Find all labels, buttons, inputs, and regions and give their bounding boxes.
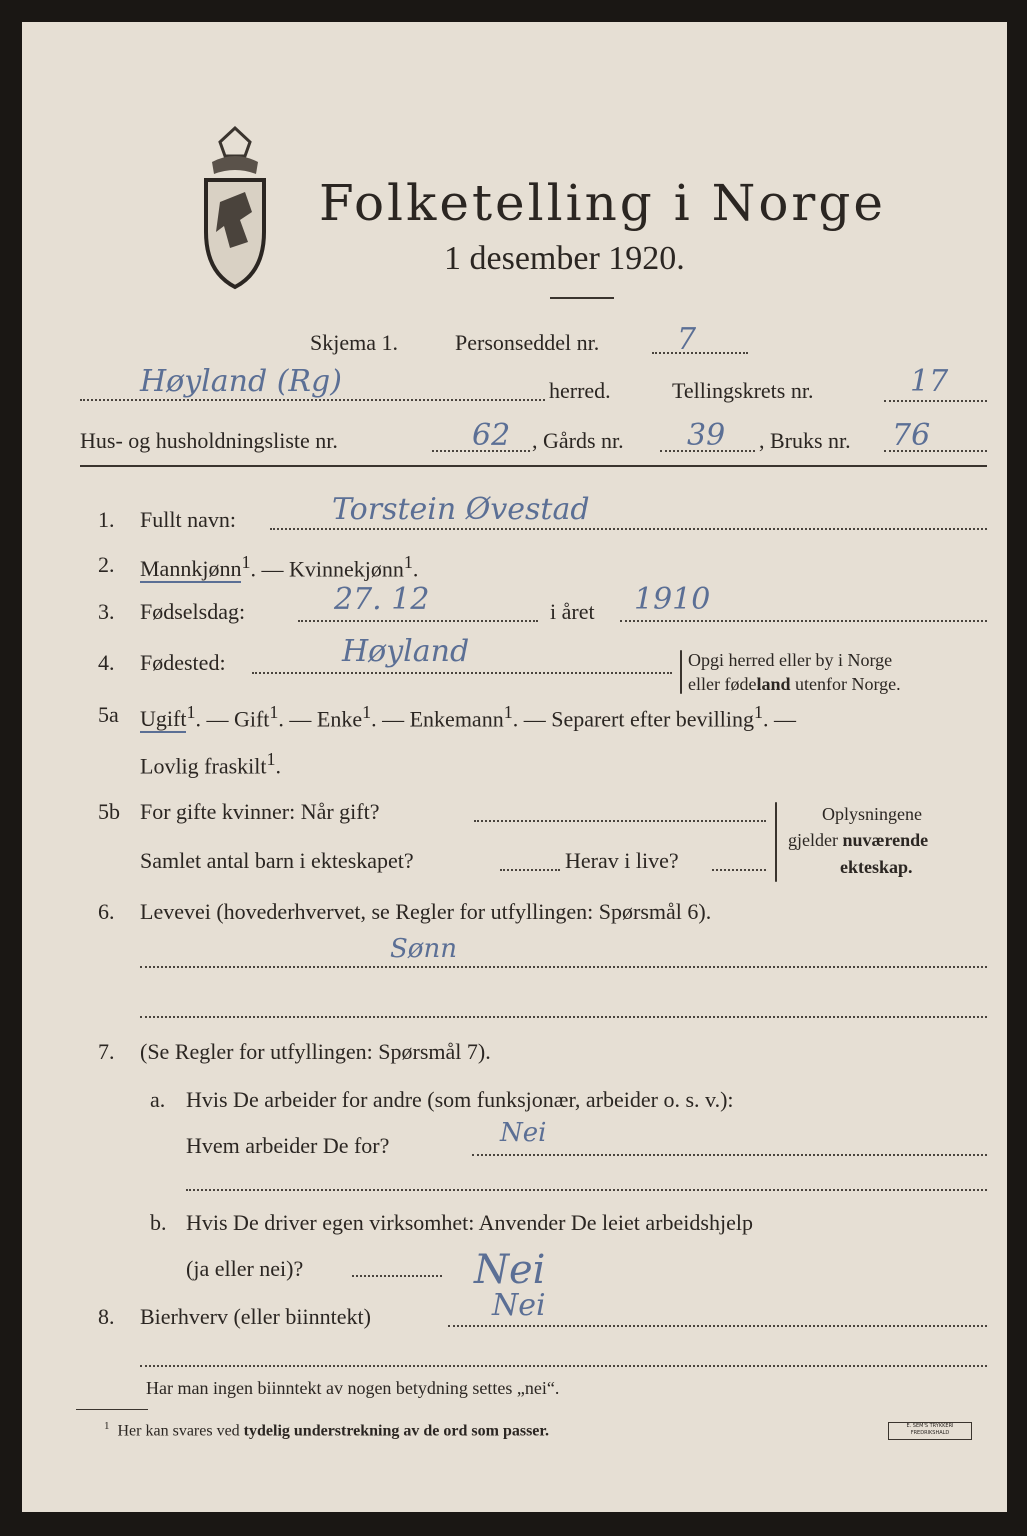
q5b-note-1: Oplysningene xyxy=(822,804,922,824)
herred-line xyxy=(80,399,545,401)
personseddel-label: Personseddel nr. xyxy=(455,330,600,355)
coat-of-arms-icon xyxy=(190,122,280,292)
q5a-number: 5a xyxy=(98,702,119,727)
q7b-value: Nei xyxy=(474,1247,546,1293)
q5b-barn-line xyxy=(500,869,560,871)
q3-year-value: 1910 xyxy=(634,582,711,617)
q7b-line1: Hvis De driver egen virksomhet: Anvender De leiet arbeidshjelp xyxy=(186,1210,753,1235)
q3-label: Fødselsdag: xyxy=(140,599,246,624)
option-kvinnekjonn: Kvinnekjønn xyxy=(288,556,404,582)
q1-label: Fullt navn: xyxy=(140,507,236,532)
footer-note: Har man ingen biinntekt av nogen betydning settes „nei“. xyxy=(146,1378,560,1398)
q4-number: 4. xyxy=(98,650,115,675)
hus-label: Hus- og husholdningsliste nr. xyxy=(80,428,338,453)
q5b-line2a: Samlet antal barn i ekteskapet? xyxy=(140,848,414,873)
q5b-note-2: gjelder nuværende xyxy=(788,830,929,850)
bruks-value: 76 xyxy=(892,418,931,453)
q7a-line-2 xyxy=(186,1189,987,1191)
herred-value: Høyland (Rg) xyxy=(140,364,342,399)
q8-value: Nei xyxy=(492,1288,546,1323)
footnote-rule xyxy=(76,1409,148,1410)
q3-year-line xyxy=(620,620,987,622)
q8-line-2 xyxy=(140,1365,987,1367)
q1-value: Torstein Øvestad xyxy=(332,492,590,527)
q8-label: Bierhverv (eller biinntekt) xyxy=(140,1304,371,1329)
q1-number: 1. xyxy=(98,507,115,532)
q5b-number: 5b xyxy=(98,799,120,824)
q6-number: 6. xyxy=(98,899,115,924)
bruks-label: , Bruks nr. xyxy=(759,428,851,453)
header-rule xyxy=(80,465,987,467)
q4-note-2: eller fødeland utenfor Norge. xyxy=(688,674,901,694)
q6-line-2 xyxy=(140,1016,987,1018)
q7a-line2: Hvem arbeider De for? xyxy=(186,1133,390,1158)
q7b-number: b. xyxy=(150,1210,167,1235)
tellingskrets-value: 17 xyxy=(910,364,949,399)
skjema-label: Skjema 1. xyxy=(310,330,398,355)
q2-options: Mannkjønn$^1$. — Kvinnekjønn$^1$. xyxy=(140,552,419,582)
q1-line xyxy=(270,528,987,530)
q4-label: Fødested: xyxy=(140,650,226,675)
q7a-number: a. xyxy=(150,1087,166,1112)
q3-line xyxy=(298,620,538,622)
gards-value: 39 xyxy=(687,418,726,453)
printer-stamp: E. SEM'S TRYKKERI FREDRIKSHALD xyxy=(888,1422,972,1440)
q7a-value: Nei xyxy=(500,1118,547,1148)
q7a-line xyxy=(472,1154,987,1156)
q4-line xyxy=(252,672,672,674)
tellingskrets-label: Tellingskrets nr. xyxy=(672,378,814,403)
q5b-note-3: ekteskap. xyxy=(840,857,913,877)
q6-label: Levevei (hovederhvervet, se Regler for utfyllingen: Spørsmål 6). xyxy=(140,899,712,924)
option-mannkjonn: Mannkjønn xyxy=(140,556,242,582)
personseddel-value: 7 xyxy=(677,322,697,357)
q5b-line1: For gifte kvinner: Når gift? xyxy=(140,799,380,824)
q5b-live-line xyxy=(712,869,766,871)
q6-value: Sønn xyxy=(390,934,457,964)
q8-line xyxy=(448,1325,987,1327)
q2-number: 2. xyxy=(98,552,115,577)
herred-label: herred. xyxy=(549,378,611,403)
q6-line-1 xyxy=(140,966,987,968)
page-title: Folketelling i Norge xyxy=(319,174,886,232)
q4-brace xyxy=(680,650,682,694)
q7a-line1: Hvis De arbeider for andre (som funksjonær, arbeider o. s. v.): xyxy=(186,1087,734,1112)
gards-label: , Gårds nr. xyxy=(532,428,624,453)
census-date: 1 desember 1920. xyxy=(444,240,685,277)
tellingskrets-line xyxy=(884,400,987,402)
hus-value: 62 xyxy=(472,418,511,453)
census-form-sheet xyxy=(22,22,1007,1512)
title-divider xyxy=(550,297,614,299)
q7b-line xyxy=(352,1275,442,1277)
option-ugift: Ugift xyxy=(140,706,187,732)
q4-value: Høyland xyxy=(342,634,470,669)
q5a-line2: Lovlig fraskilt$^1$. xyxy=(140,749,281,779)
q5b-gift-line xyxy=(474,820,766,822)
personseddel-line xyxy=(652,352,748,354)
option-enke: Enke xyxy=(316,706,363,732)
q7b-line2: (ja eller nei)? xyxy=(186,1256,304,1281)
option-enkemann: Enkemann xyxy=(409,706,504,732)
q5b-brace xyxy=(775,802,777,882)
q4-note-1: Opgi herred eller by i Norge xyxy=(688,650,893,670)
q3-value: 27. 12 xyxy=(334,582,430,617)
q5a-options: Ugift$^1$. — Gift$^1$. — Enke$^1$. — Enkemann$^1$. — Separert efter bevilling$^1$. — xyxy=(140,702,797,732)
q7-number: 7. xyxy=(98,1039,115,1064)
q5b-line2b: Herav i live? xyxy=(565,848,679,873)
q8-number: 8. xyxy=(98,1304,115,1329)
q3-number: 3. xyxy=(98,599,115,624)
option-separert: Separert efter bevilling xyxy=(551,706,755,732)
option-gift: Gift xyxy=(233,706,270,732)
footnote: $^1$ Her kan svares ved tydelig understrekning av de ord som passer. xyxy=(104,1420,550,1440)
q7-label: (Se Regler for utfyllingen: Spørsmål 7). xyxy=(140,1039,491,1064)
q3-year-label: i året xyxy=(550,599,595,624)
option-lovlig-fraskilt: Lovlig fraskilt xyxy=(140,753,267,779)
